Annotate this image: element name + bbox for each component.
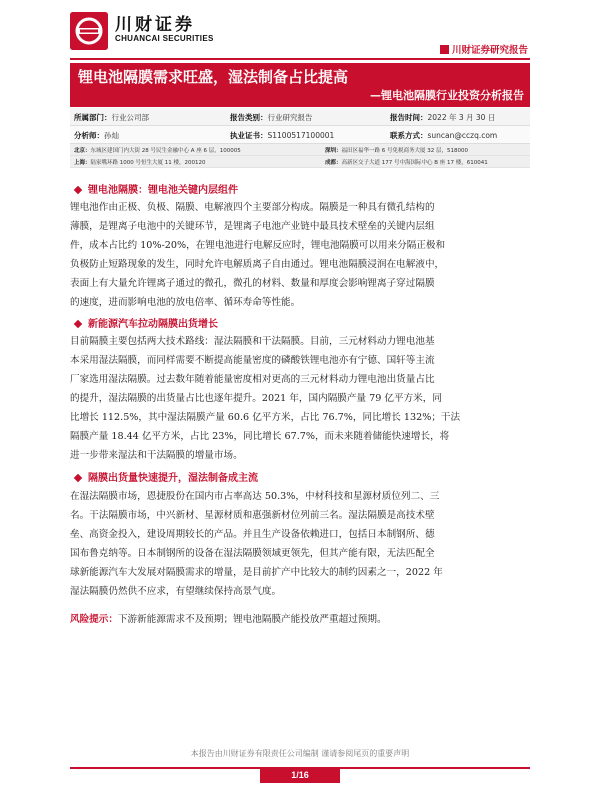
- chuancai-logo-icon: [70, 12, 108, 50]
- report-type-tag: [440, 42, 528, 56]
- section-heading-2: 新能源汽车拉动隔膜出货增长: [70, 315, 218, 330]
- info-row-1: [70, 108, 530, 126]
- text-line: 锂电池作由正极、负极、隔膜、电解液四个主要部分构成。隔膜是一种具有微孔结构的: [70, 202, 435, 213]
- text-line: 名。干法隔膜市场，中兴新材、星源材质和惠强新材位列前三名。湿法隔膜是高技术壁: [70, 510, 435, 521]
- text-line: 在湿法隔膜市场，恩捷股份在国内市占率高达 50.3%，中材科技和星源材质位列二、三: [70, 491, 440, 502]
- text-line: 目前隔膜主要包括两大技术路线：湿法隔膜和干法隔膜。目前，三元材料动力锂电池基: [70, 336, 435, 347]
- text-line: 湿法隔膜仍然供不应求，有望继续保持高景气度。: [70, 586, 282, 597]
- contact-cell: 联系方式：suncan@cczq.com: [390, 131, 498, 140]
- text-line: 厂家选用湿法隔膜。过去数年随着能量密度相对更高的三元材料动力锂电池出货量占比: [70, 374, 435, 385]
- text-line: 比增长 112.5%，其中湿法隔膜产量 60.6 亿平方米，占比 76.7%，同比增长 132%；干法: [70, 412, 461, 423]
- section-body-3: [70, 487, 530, 601]
- report-title: 锂电池隔膜需求旺盛，湿法制备占比提高: [78, 68, 349, 86]
- report-subtitle: —锂电池隔膜行业投资分析报告: [370, 89, 524, 102]
- address-shanghai: 上海：陆家嘴环路 1000 号恒生大厦 11 楼，200120: [74, 160, 206, 166]
- section-heading-1: 锂电池隔膜：锂电池关键内层组件: [70, 181, 238, 196]
- report-info-table: [70, 108, 530, 168]
- address-chengdu: 成都：高新区交子大道 177 号中海国际中心 B 座 17 楼，610041: [325, 160, 488, 166]
- text-line: 垒、高资金投入，建设周期较长的产品。并且生产设备依赖进口，包括日本制钢所、德: [70, 529, 435, 540]
- text-line: 进一步带来湿法和干法隔膜的增量市场。: [70, 450, 243, 461]
- type-cell: 报告类别：行业研究报告: [230, 113, 313, 122]
- address-shenzhen: 深圳：福田区福华一路 6 号免税商务大厦 32 层，518000: [325, 148, 469, 154]
- date-cell: 报告时间：2022 年 3 月 30 日: [390, 113, 496, 122]
- text-line: 的提升，湿法隔膜的出货量占比也逐年提升。2021 年，国内隔膜产量 79 亿平方米，同: [70, 393, 442, 404]
- address-row-2: [70, 156, 530, 168]
- page-header: [0, 0, 600, 62]
- page-number: 1/16: [260, 768, 340, 783]
- diamond-bullet-icon: [74, 185, 82, 193]
- header-divider: [70, 58, 530, 60]
- analyst-cell: 分析师：孙灿: [74, 131, 119, 140]
- section-heading-3: 隔膜出货量快速提升，湿法制备成主流: [70, 469, 258, 484]
- text-line: 负极防止短路现象的发生，同时允许电解质离子自由通过。锂电池隔膜浸润在电解液中，: [70, 259, 445, 270]
- text-line: 薄膜，是锂离子电池中的关键环节，是锂离子电池产业链中最具技术壁垒的关键内层组: [70, 221, 435, 232]
- text-line: 表面上有大量允许锂离子通过的微孔，微孔的材料、数量和厚度会影响锂离子穿过隔膜: [70, 278, 435, 289]
- text-line: 本采用湿法隔膜，而同样需要不断提高能量密度的磷酸铁锂电池亦有宁德、国轩等主流: [70, 355, 435, 366]
- risk-warning: [70, 611, 387, 625]
- diamond-bullet-icon: [74, 473, 82, 481]
- section-body-2: [70, 332, 530, 465]
- dept-cell: 所属部门：行业公司部: [74, 113, 149, 122]
- text-line: 球新能源汽车大发展对隔膜需求的增量，是目前扩产中比较大的制约因素之一，2022 年: [70, 567, 443, 578]
- text-line: 的速度，进而影响电池的放电倍率、循环寿命等性能。: [70, 297, 301, 308]
- risk-label: 风险提示：: [70, 614, 118, 625]
- footer-disclaimer: 本报告由川财证券有限责任公司编制 谨请参阅尾页的重要声明: [190, 749, 410, 758]
- title-band: [70, 63, 530, 107]
- brand-name-cn: 川财证券: [115, 15, 195, 35]
- risk-text: 下游新能源需求不及预期；锂电池隔膜产能投放严重超过预期。: [117, 614, 387, 625]
- text-line: 件，成本占比约 10%-20%，在锂电池进行电解反应时，锂电池隔膜可以用来分隔正极和: [70, 240, 446, 251]
- text-line: 国布鲁克纳等。日本制钢所的设备在湿法隔膜领域更领先，但其产能有限，无法匹配全: [70, 548, 435, 559]
- address-row-1: [70, 144, 530, 156]
- section-body-1: [70, 198, 530, 312]
- info-row-2: [70, 126, 530, 144]
- brand-name-en: CHUANCAI SECURITIES: [115, 34, 214, 43]
- report-tag-icon: [440, 45, 449, 54]
- diamond-bullet-icon: [74, 319, 82, 327]
- text-line: 隔膜产量 18.44 亿平方米，占比 23%，同比增长 67.7%，而未来随着储能快速增长，将: [70, 431, 450, 442]
- cert-cell: 执业证书：S1100517100001: [230, 131, 335, 140]
- address-beijing: 北京：东城区建国门内大街 28 号民生金融中心 A 座 6 层，100005: [74, 148, 241, 154]
- report-tag-label: 川财证券研究报告: [451, 45, 528, 56]
